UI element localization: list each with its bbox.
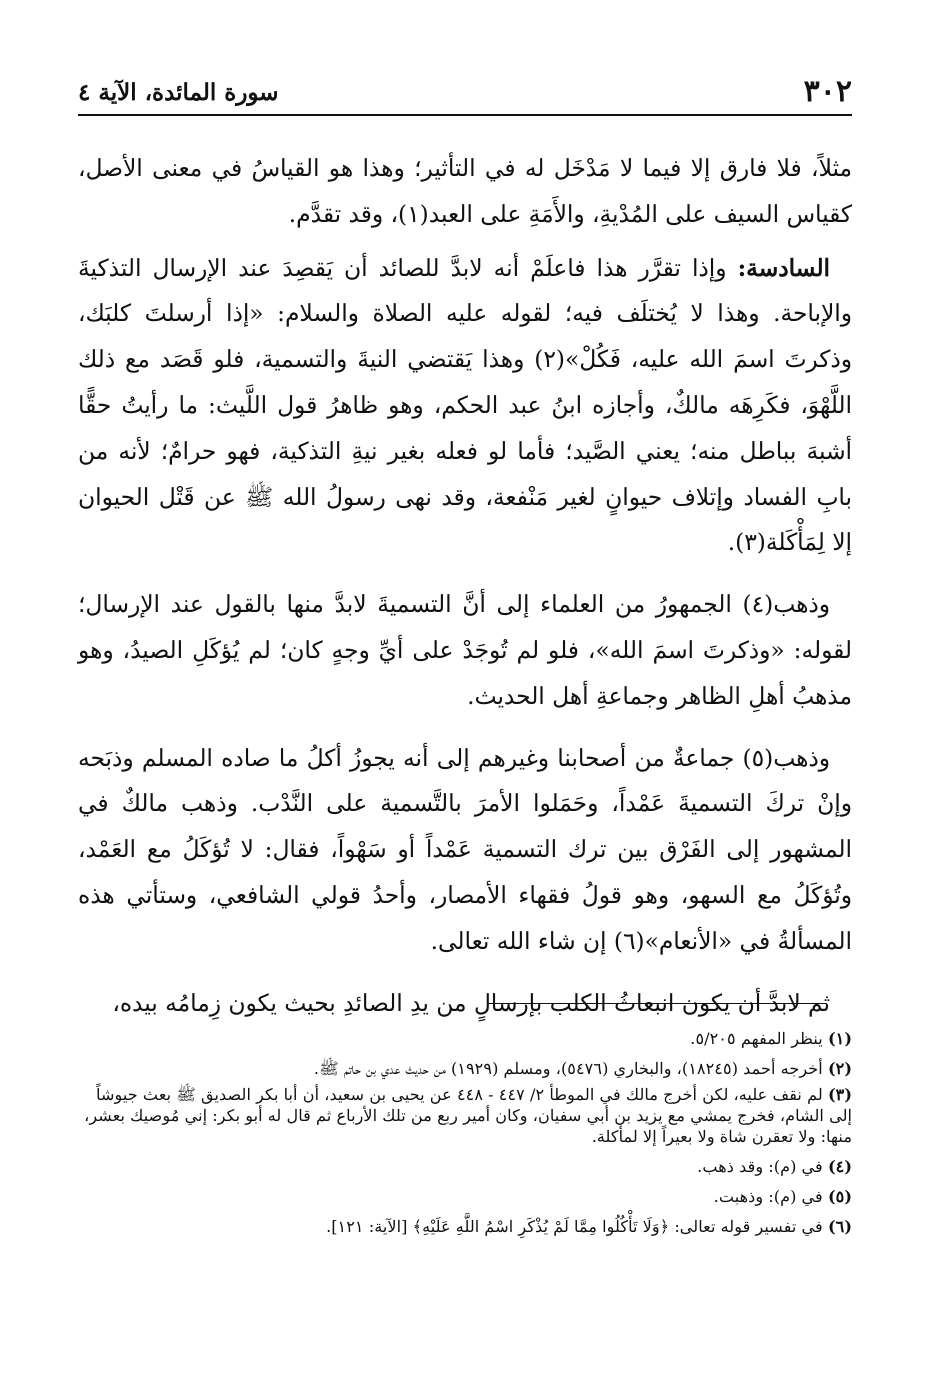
running-title: سورة المائدة، الآية ٤: [78, 79, 279, 106]
footnote-text: أخرجه أحمد (١٨٢٤٥)، والبخاري (٥٤٧٦)، ومسلم (١٩٢٩) من حديث عدي بن حاتم ﷺ.: [313, 1059, 823, 1078]
paragraph-3: وذهب(٤) الجمهورُ من العلماء إلى أنَّ التسميةَ لابدَّ منها بالقول عند الإرسال؛ لقوله: «وذكرتَ اسمَ الله»، فلو لم تُوجَدْ على أيِّ وجهٍ كان؛ لم يُؤكَلِ الصيدُ، وهو مذهبُ أهلِ الظاهر وجماعةِ أهل الحديث.: [78, 591, 852, 710]
footnotes: [78, 1024, 852, 1242]
paragraph-5: ثم لابدَّ أن يكون انبعاثُ الكلب بإرسالٍ من يدِ الصائدِ بحيث يكون زِمامُه بيده،: [112, 989, 830, 1017]
footnote-number: (٣): [827, 1085, 852, 1104]
paragraph-1: مثلاً، فلا فارق إلا فيما لا مَدْخَل له في التأثير؛ وهذا هو القياسُ في معنى الأصل، كقياس السيف على المُدْيةِ، والأَمَةِ على العبد(١)، وقد تقدَّم.: [78, 155, 852, 228]
footnote-number: (٥): [827, 1187, 852, 1206]
footnote-text: في (م): وذهبت.: [713, 1187, 823, 1206]
footnote-number: (١): [827, 1029, 852, 1048]
paragraph-2: [78, 246, 852, 567]
footnote-1: [78, 1024, 852, 1054]
page-number: ٣٠٢: [803, 74, 852, 109]
footnote-5: [78, 1182, 852, 1212]
footnote-text: ينظر المفهم ٥/٢٠٥.: [690, 1029, 823, 1048]
paragraph-2-text: وإذا تقرَّر هذا فاعلَمْ أنه لابدَّ للصائد أن يَقصِدَ عند الإرسال التذكيةَ والإباحة. وهذا لا يُختلَف فيه؛ لقوله عليه الصلاة والسلام: «إذا أرسلتَ كلبَك، وذكرتَ اسمَ الله عليه، فَكُلْ»(٢) وهذا يَقتضي النيةَ والتسمية، فلو قَصَد مع ذلك اللَّهْوَ، فكَرِهَه مالكٌ، وأجازه ابنُ عبد الحكم، وهو ظاهرُ قول اللَّيث: ما رأيتُ حقًّا أشبهَ بباطل منه؛ يعني الصَّيد؛ فأما لو فعله بغير نيةِ التذكية، فهو حرامٌ؛ لأنه من بابِ الفساد وإتلاف حيوانٍ لغير مَنْفعة، وقد نهى رسولُ الله ﷺ عن قَتْل الحيوان إلا لِمَأْكَلة(٣).: [78, 254, 852, 557]
footnote-3: [78, 1084, 852, 1147]
footnote-4: [78, 1152, 852, 1182]
paragraph-2-lead: السادسة:: [737, 254, 831, 282]
footnote-text: في (م): وقد ذهب.: [697, 1157, 823, 1176]
footnote-number: (٦): [827, 1217, 852, 1236]
paragraph-4: وذهب(٥) جماعةٌ من أصحابنا وغيرهم إلى أنه يجوزُ أكلُ ما صاده المسلم وذبَحه وإنْ تركَ التسميةَ عَمْداً، وحَمَلوا الأمرَ بالتَّسمية على النَّدْب. وذهب مالكٌ في المشهور إلى الفَرْق بين ترك التسمية عَمْداً أو سَهْواً، فقال: لا تُؤكَلُ مع العَمْد، وتُؤكَلُ مع السهو، وهو قولُ فقهاء الأمصار، وأحدُ قولي الشافعي، وستأتي هذه المسألةُ في «الأنعام»(٦) إن شاء الله تعالى.: [78, 744, 852, 955]
footnote-text: لم نقف عليه، لكن أخرج مالك في الموطأ ٢/ ٤٤٧ - ٤٤٨ عن يحيى بن سعيد، أن أبا بكر الصديق ﷺ بعث جيوشاً إلى الشام، فخرج يمشي مع يزيد بن أبي سفيان، وكان أمير ربع من تلك الأرباع ثم قال له أبو بكر: إني مُوصيك بعشر، منها: ولا تعقرن شاة ولا بعيراً إلا لمأكلة.: [84, 1085, 852, 1146]
page-header: [78, 70, 852, 116]
footnote-number: (٤): [827, 1157, 852, 1176]
footnote-number: (٢): [827, 1059, 852, 1078]
footnote-separator: [487, 1003, 827, 1004]
footnote-6: [78, 1212, 852, 1242]
footnote-text: في تفسير قوله تعالى: ﴿وَلَا تَأْكُلُوا مِمَّا لَمْ يُذْكَرِ اسْمُ اللَّهِ عَلَيْهِ﴾ [الآية: ١٢١].: [326, 1217, 823, 1236]
footnote-2: [78, 1054, 852, 1084]
main-text: [78, 146, 852, 1034]
